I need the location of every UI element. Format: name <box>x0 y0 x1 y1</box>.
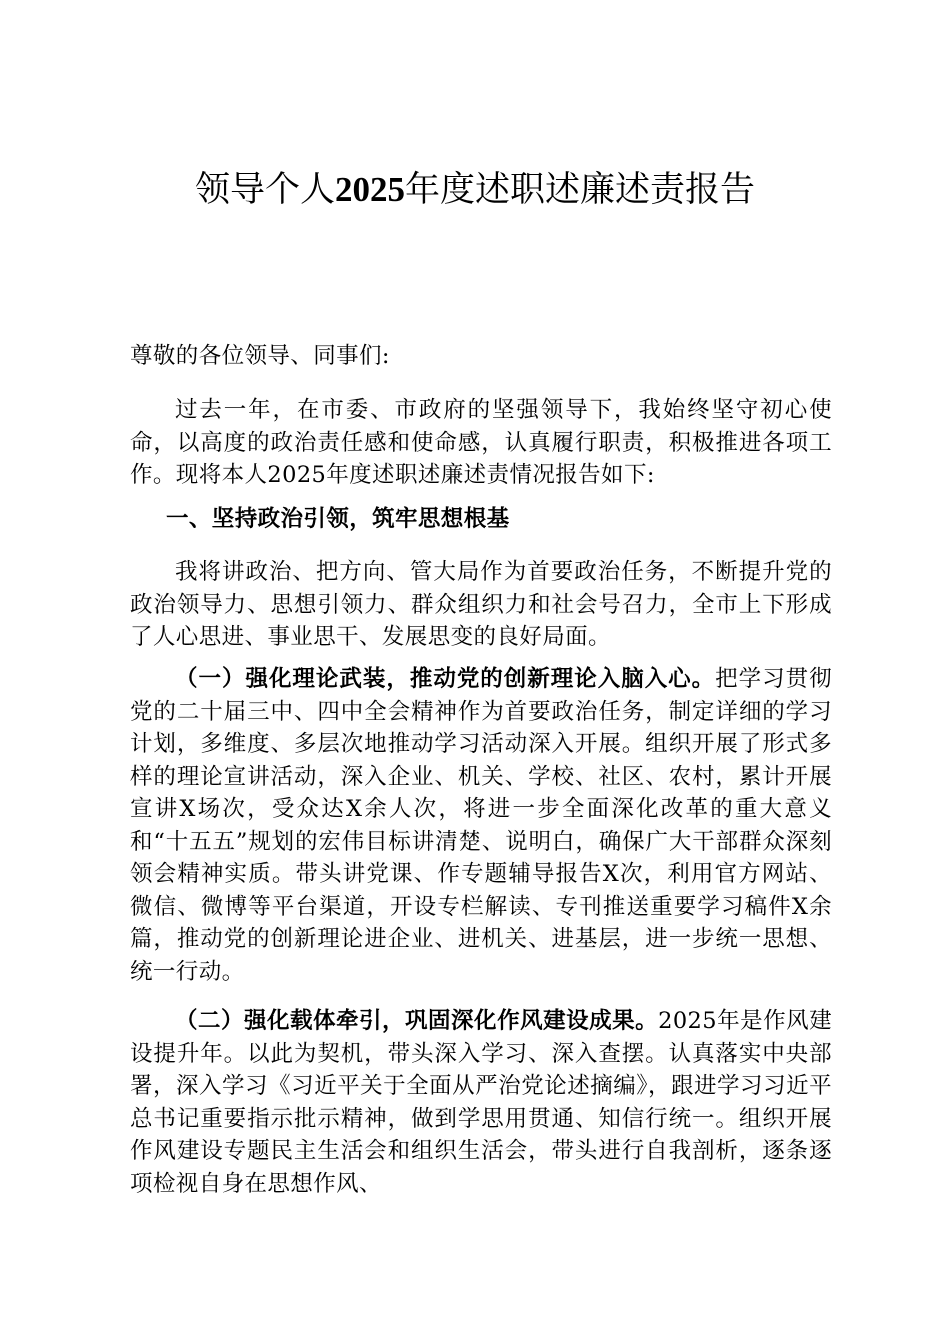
salutation: 尊敬的各位领导、同事们: <box>130 343 390 369</box>
intro-paragraph: 过去一年，在市委、市政府的坚强领导下，我始终坚守初心使命，以高度的政治责任感和使命感，认真履行职责，积极推进各项工作。现将本人2025年度述职述廉述责情况报告如下: <box>130 397 832 488</box>
section-paragraph: 我将讲政治、把方向、管大局作为首要政治任务，不断提升党的政治领导力、思想引领力、群众组织力和社会号召力，全市上下形成了人心思进、事业思干、发展思变的良好局面。 <box>130 559 832 650</box>
subsection-1-text: 把学习贯彻党的二十届三中、四中全会精神作为首要政治任务，制定详细的学习计划，多维度、多层次地推动学习活动深入开展。组织开展了形式多样的理论宣讲活动，深入企业、机关、学校、社区、农村，累计开展宣讲X场次，受众达X余人次，将进一步全面深化改革的重大意义和“十五五”规划的宏伟目标讲清楚、说明白，确保广大干部群众深刻领会精神实质。带头讲党课、作专题辅导报告X次，利用官方网站、微信、微博等平台渠道，开设专栏解读、专刊推送重要学习稿件X余篇，推动党的创新理论进企业、进机关、进基层，进一步统一思想、统一行动。 <box>130 666 832 985</box>
subsection-2-text: 2025年是作风建设提升年。以此为契机，带头深入学习、深入查摆。认真落实中央部署，深入学习《习近平关于全面从严治党论述摘编》，跟进学习习近平总书记重要指示批示精神，做到学思用贯通、知信行统一。组织开展作风建设专题民主生活会和组织生活会，带头进行自我剖析，逐条逐项检视自身在思想作风、 <box>130 1008 832 1197</box>
title-prefix: 领导个人 <box>194 170 335 210</box>
subsection-1-paragraph <box>130 663 832 988</box>
document-title <box>0 166 950 214</box>
subsection-1-lead: （一）强化理论武装，推动党的创新理论入脑入心。 <box>175 666 716 692</box>
title-year: 2025 <box>335 170 405 209</box>
subsection-2-lead: （二）强化载体牵引，巩固深化作风建设成果。 <box>175 1008 659 1034</box>
subsection-2-paragraph <box>130 1005 832 1200</box>
title-suffix: 年度述职述廉述责报告 <box>405 170 756 210</box>
section-heading: 一、坚持政治引领，筑牢思想根基 <box>166 506 510 532</box>
